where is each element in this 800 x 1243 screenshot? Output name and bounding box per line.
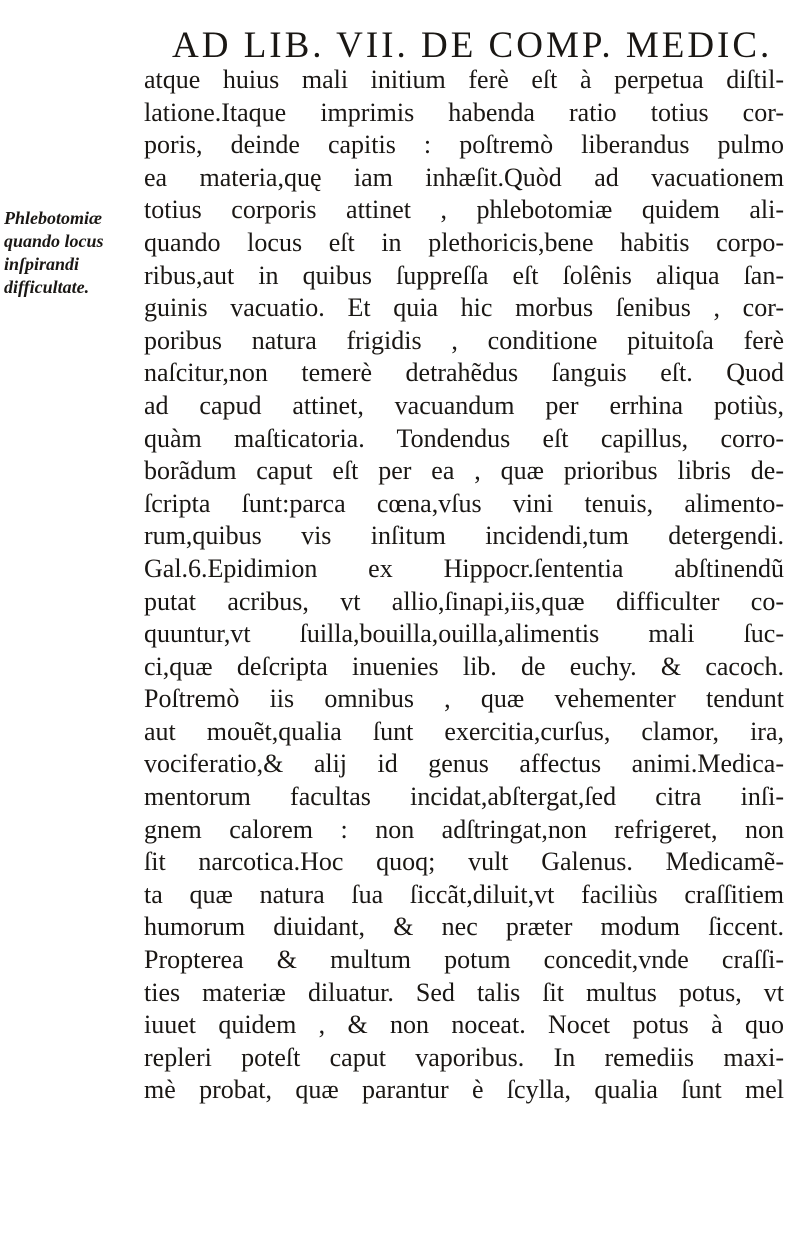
marginal-note-line: Phlebotomiæ xyxy=(4,208,102,228)
text-line: mentorum facultas incidat,abſtergat,ſed citra inſi- xyxy=(144,782,784,812)
marginal-note-line: inſpirandi xyxy=(4,254,80,274)
text-line: latione.Itaque imprimis habenda ratio totius cor- xyxy=(144,97,784,127)
text-line: poris, deinde capitis : poſtremò liberandus pulmo xyxy=(144,130,784,160)
body-text xyxy=(144,64,784,1107)
text-line: quàm maſticatoria. Tondendus eſt capillus, corro- xyxy=(144,423,784,453)
text-line: borãdum caput eſt per ea , quæ prioribus libris de- xyxy=(144,456,784,486)
marginal-note-line: quando locus xyxy=(4,231,104,251)
text-line: quuntur,vt ſuilla,bouilla,ouilla,alimentis mali ſuc- xyxy=(144,619,784,649)
text-line: ſit narcotica.Hoc quoq; vult Galenus. Medicamẽ- xyxy=(144,847,784,877)
marginal-note xyxy=(4,207,142,299)
text-line: ad capud attinet, vacuandum per errhina potiùs, xyxy=(144,390,784,420)
text-line: rum,quibus vis inſitum incidendi,tum detergendi. xyxy=(144,521,784,551)
text-line: ci,quæ deſcripta inuenies lib. de euchy. & cacoch. xyxy=(144,651,784,681)
marginal-note-line: difficultate. xyxy=(4,277,90,297)
text-line: ties materiæ diluatur. Sed talis ſit multus potus, vt xyxy=(144,977,784,1007)
text-line: iuuet quidem , & non noceat. Nocet potus à quo xyxy=(144,1010,784,1040)
text-line: repleri poteſt caput vaporibus. In remediis maxi- xyxy=(144,1042,784,1072)
text-line: aut mouẽt,qualia ſunt exercitia,curſus, clamor, ira, xyxy=(144,716,784,746)
text-line: Poſtremò iis omnibus , quæ vehementer tendunt xyxy=(144,684,784,714)
text-line: quando locus eſt in plethoricis,bene habitis corpo- xyxy=(144,227,784,257)
text-line: naſcitur,non temerè detrahẽdus ſanguis eſt. Quod xyxy=(144,358,784,388)
text-line: guinis vacuatio. Et quia hic morbus ſenibus , cor- xyxy=(144,293,784,323)
text-line: Propterea & multum potum concedit,vnde craſſi- xyxy=(144,945,784,975)
text-line: totius corporis attinet , phlebotomiæ quidem ali- xyxy=(144,195,784,225)
text-line: gnem calorem : non adſtringat,non refrigeret, non xyxy=(144,814,784,844)
text-line: putat acribus, vt allio,ſinapi,iis,quæ difficulter co- xyxy=(144,586,784,616)
running-header: AD LIB. VII. DE COMP. MEDIC. xyxy=(172,25,773,66)
text-line: mè probat, quæ parantur è ſcylla, qualia ſunt mel xyxy=(144,1075,784,1105)
text-line: ta quæ natura ſua ſiccãt,diluit,vt faciliùs craſſitiem xyxy=(144,879,784,909)
text-line: ea materia,quę iam inhæſit.Quòd ad vacuationem xyxy=(144,162,784,192)
text-line: ſcripta ſunt:parca cœna,vſus vini tenuis, alimento- xyxy=(144,488,784,518)
text-line: humorum diuidant, & nec præter modum ſiccent. xyxy=(144,912,784,942)
text-line: ribus,aut in quibus ſuppreſſa eſt ſolênis aliqua ſan- xyxy=(144,260,784,290)
text-line: poribus natura frigidis , conditione pituitoſa ferè xyxy=(144,325,784,355)
text-line: Gal.6.Epidimion ex Hippocr.ſententia abſtinendũ xyxy=(144,553,784,583)
text-line: atque huius mali initium ferè eſt à perpetua diſtil- xyxy=(144,65,784,94)
text-line: vociferatio,& alij id genus affectus animi.Medica- xyxy=(144,749,784,779)
